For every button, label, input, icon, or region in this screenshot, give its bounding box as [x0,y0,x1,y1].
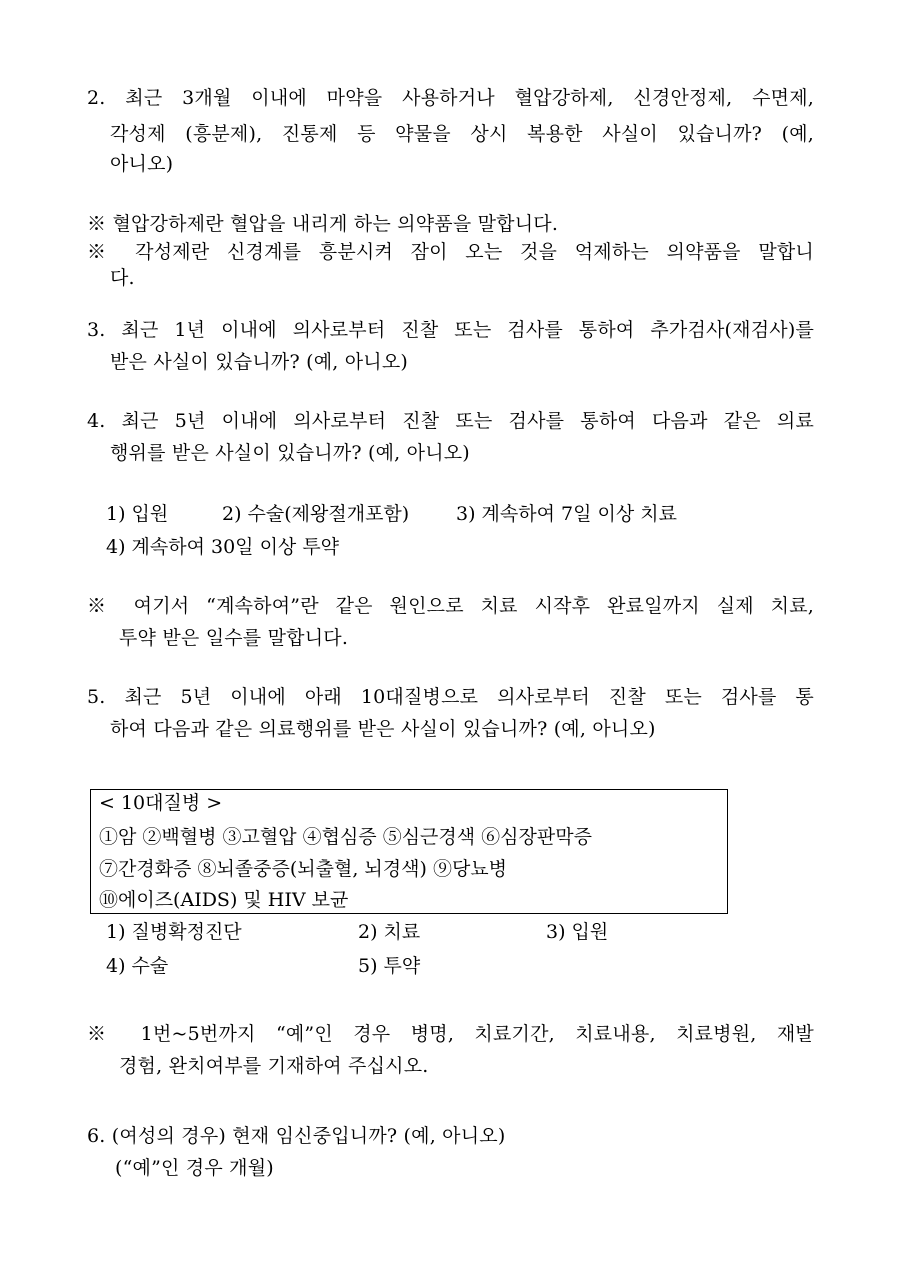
q2-line-3: 아니오) [110,153,174,175]
q3-line-1: 3. 최근 1년 이내에 의사로부터 진찰 또는 검사를 통하여 추가검사(재검사)를 [87,319,814,341]
q5-line-1: 5. 최근 5년 이내에 아래 10대질병으로 의사로부터 진찰 또는 검사를 통 [87,686,814,708]
q4-line-1: 4. 최근 5년 이내에 의사로부터 진찰 또는 검사를 통하여 다음과 같은 의료 [87,410,814,432]
note-continuous-line-1: ※ 여기서 “계속하여”란 같은 원인으로 치료 시작후 완료일까지 실제 치료, [87,595,814,617]
ten-diseases-row-3: ⑩에이즈(AIDS) 및 HIV 보균 [99,889,349,911]
q5-line-2: 하여 다음과 같은 의료행위를 받은 사실이 있습니까? (예, 아니오) [110,718,656,740]
q2-line-2: 각성제 (흥분제), 진통제 등 약물을 상시 복용한 사실이 있습니까? (예, [110,123,814,145]
ten-diseases-row-2: ⑦간경화증 ⑧뇌졸중증(뇌출혈, 뇌경색) ⑨당뇨병 [99,858,508,880]
q4-line-2: 행위를 받은 사실이 있습니까? (예, 아니오) [110,442,470,464]
q5-option-3: 3) 입원 [546,921,609,943]
q4-option-1: 1) 입원 [106,503,169,525]
ten-diseases-title: < 10대질병 > [99,792,223,814]
q5-option-4: 4) 수술 [106,955,169,977]
q3-line-2: 받은 사실이 있습니까? (예, 아니오) [110,351,409,373]
note-antihypertensive: ※ 혈압강하제란 혈압을 내리게 하는 의약품을 말합니다. [87,213,559,235]
note-stimulant-line-1: ※ 각성제란 신경계를 흥분시켜 잠이 오는 것을 억제하는 의약품을 말합니 [87,241,814,263]
q4-option-3: 3) 계속하여 7일 이상 치료 [456,503,677,525]
q2-line-1: 2. 최근 3개월 이내에 마약을 사용하거나 혈압강하제, 신경안정제, 수면제, [87,87,814,109]
ten-diseases-box [90,789,728,914]
note-yes-details-line-1: ※ 1번~5번까지 “예”인 경우 병명, 치료기간, 치료내용, 치료병원, 재발 [87,1023,814,1045]
note-stimulant-line-2: 다. [110,267,135,289]
q5-option-2: 2) 치료 [358,921,421,943]
q6-line-1: 6. (여성의 경우) 현재 임신중입니까? (예, 아니오) [87,1125,506,1147]
q5-option-1: 1) 질병확정진단 [106,921,242,943]
q4-option-2: 2) 수술(제왕절개포함) [222,503,410,525]
q4-option-4: 4) 계속하여 30일 이상 투약 [106,536,340,558]
q5-option-5: 5) 투약 [358,955,421,977]
ten-diseases-row-1: ①암 ②백혈병 ③고혈압 ④협심증 ⑤심근경색 ⑥심장판막증 [99,826,592,848]
note-continuous-line-2: 투약 받은 일수를 말합니다. [119,627,349,649]
note-yes-details-line-2: 경험, 완치여부를 기재하여 주십시오. [119,1055,429,1077]
q6-line-2: (“예”인 경우 개월) [115,1157,274,1179]
